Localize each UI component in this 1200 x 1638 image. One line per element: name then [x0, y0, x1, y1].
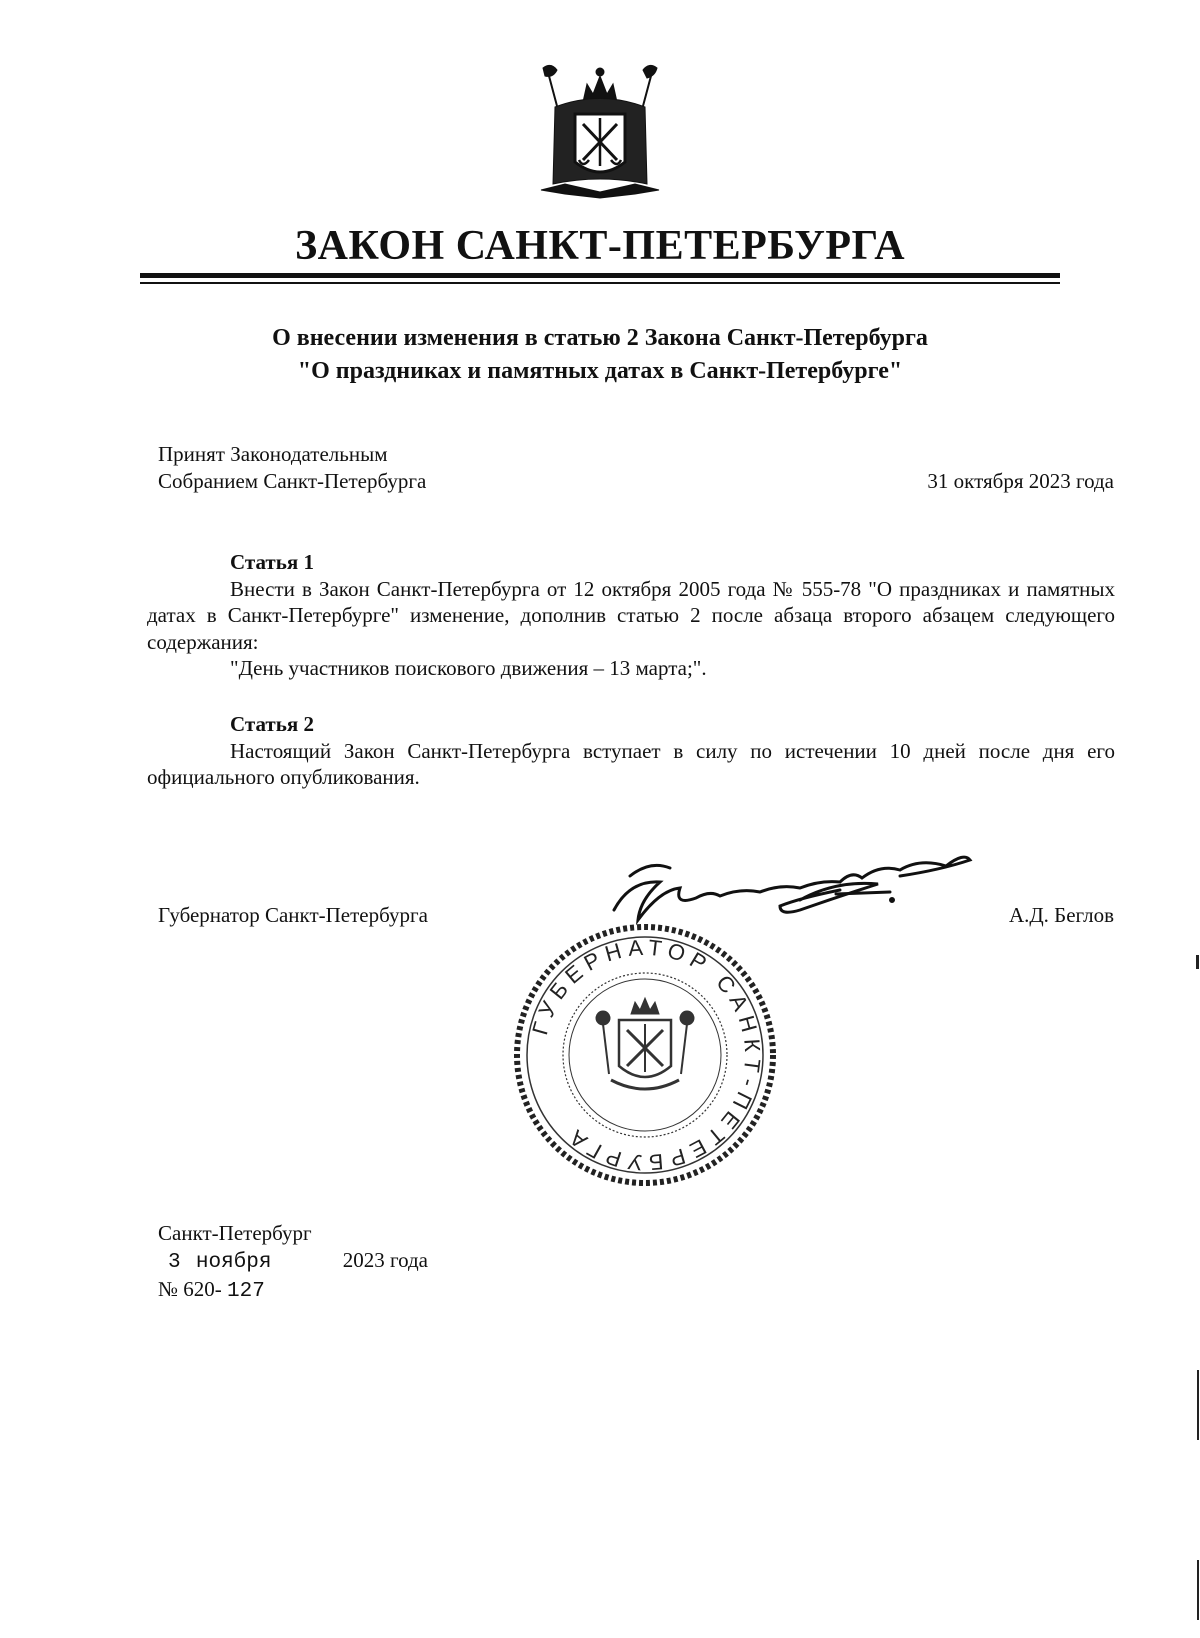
- article-paragraph: Внести в Закон Санкт-Петербурга от 12 октября 2005 года № 555-78 "О праздниках и памятных датах в Санкт-Петербурге" изменение, дополнив статью 2 после абзаца второго абзацем следующего содержания:: [147, 576, 1115, 654]
- article-1: [147, 549, 1115, 682]
- subject-line-1: О внесении изменения в статью 2 Закона Санкт-Петербурга: [272, 325, 928, 351]
- adoption-date: 31 октября 2023 года: [927, 469, 1114, 493]
- footer-day: 3: [168, 1251, 181, 1274]
- scan-edge-mark: [1197, 1370, 1199, 1440]
- handwritten-signature: [600, 840, 1010, 950]
- article-heading: Статья 2: [230, 712, 314, 736]
- law-title: ЗАКОН САНКТ-ПЕТЕРБУРГА: [294, 223, 906, 269]
- footer-number: [158, 1276, 428, 1305]
- document-footer: [158, 1220, 428, 1305]
- scan-edge-mark: [1196, 955, 1199, 969]
- footer-month: ноября: [195, 1251, 272, 1274]
- article-paragraph: Настоящий Закон Санкт-Петербурга вступает в силу по истечении 10 дней после дня его официального опубликования.: [147, 738, 1115, 789]
- article-heading: Статья 1: [230, 550, 314, 574]
- law-subject: [0, 322, 1200, 388]
- adoption-statement: [158, 441, 426, 495]
- governor-title: Губернатор Санкт-Петербурга: [158, 903, 428, 927]
- seal-text: ГУБЕРНАТОР САНКТ-ПЕТЕРБУРГА: [527, 934, 766, 1176]
- coat-of-arms-emblem: [535, 62, 665, 202]
- footer-date: [158, 1247, 428, 1276]
- footer-number-suffix: 127: [227, 1280, 265, 1303]
- official-seal: [510, 920, 780, 1190]
- footer-city: Санкт-Петербург: [158, 1221, 312, 1245]
- article-2: [147, 711, 1115, 791]
- footer-year: 2023 года: [342, 1248, 428, 1272]
- title-underline-thick: [140, 273, 1060, 278]
- adoption-line-2: Собранием Санкт-Петербурга: [158, 469, 427, 493]
- adoption-line-1: Принят Законодательным: [158, 442, 388, 466]
- scan-edge-mark: [1197, 1560, 1199, 1620]
- footer-number-prefix: № 620-: [158, 1277, 222, 1301]
- subject-line-2: "О праздниках и памятных датах в Санкт-Петербурге": [297, 358, 903, 384]
- title-underline-thin: [140, 282, 1060, 284]
- article-paragraph: "День участников поискового движения – 13 марта;".: [230, 656, 707, 680]
- governor-name: А.Д. Беглов: [1008, 903, 1114, 927]
